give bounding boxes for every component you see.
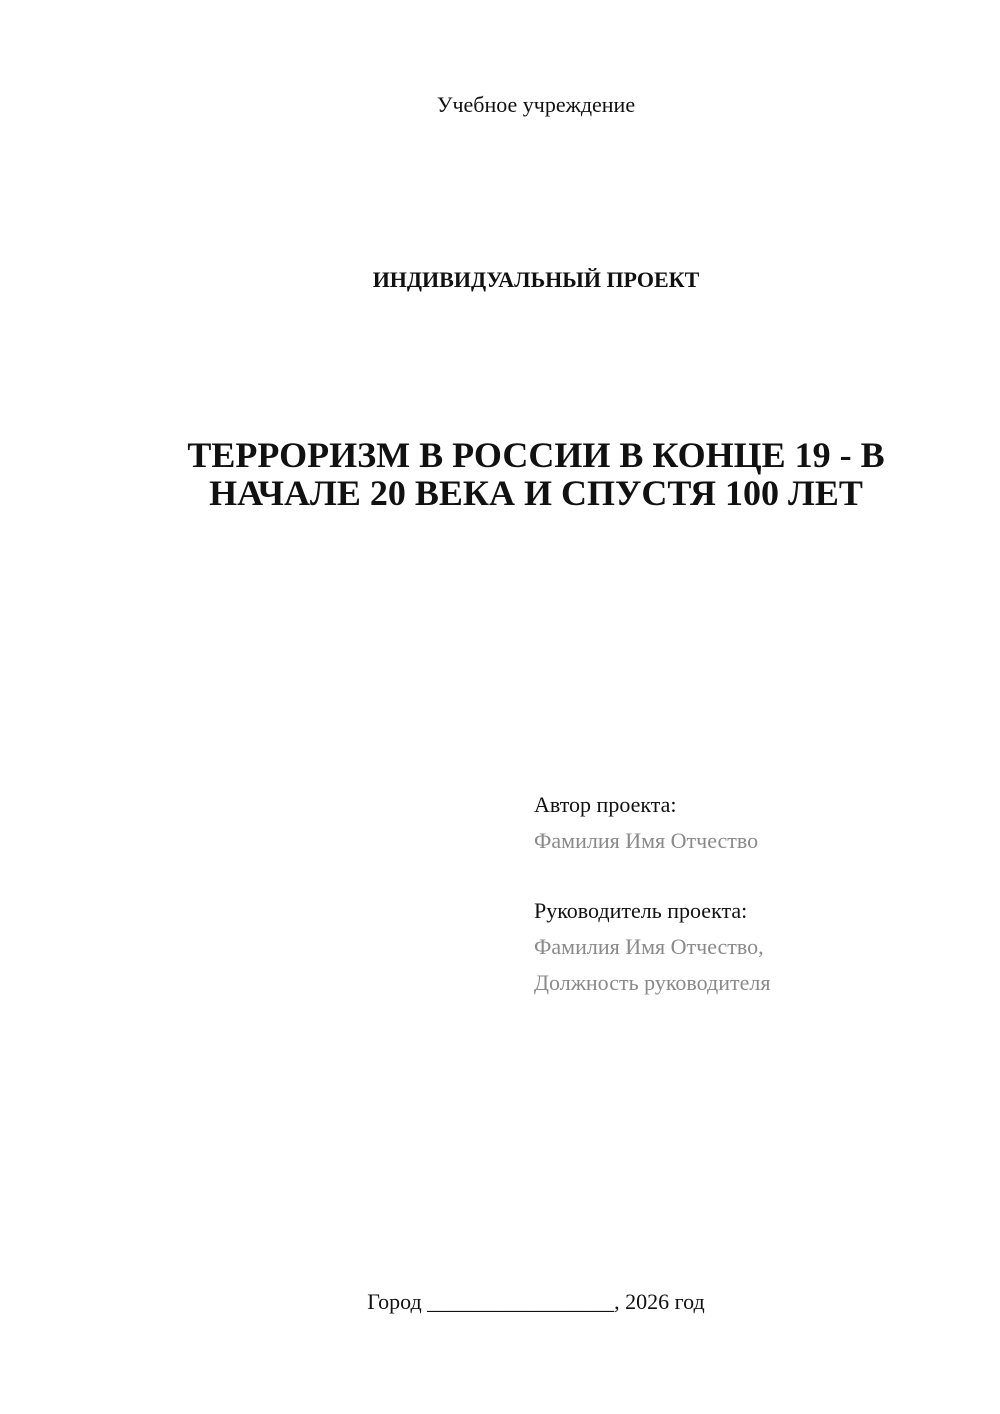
author-label: Автор проекта:	[534, 792, 677, 817]
supervisor-name-placeholder: Фамилия Имя Отчество,	[534, 934, 764, 959]
author-name-placeholder: Фамилия Имя Отчество	[534, 828, 759, 853]
institution-name: Учебное учреждение	[436, 92, 636, 117]
supervisor-position-placeholder: Должность руководителя	[534, 970, 771, 995]
project-info-block	[534, 787, 770, 1001]
project-title-line-1: ТЕРРОРИЗМ В РОССИИ В КОНЦЕ 19 - В	[187, 435, 885, 475]
spacer	[534, 859, 770, 893]
project-title-line-2: НАЧАЛЕ 20 ВЕКА И СПУСТЯ 100 ЛЕТ	[209, 473, 863, 513]
city-year-footer: Город _________________, 2026 год	[367, 1289, 705, 1314]
supervisor-label: Руководитель проекта:	[534, 898, 748, 923]
project-title	[130, 436, 942, 512]
project-type-heading: ИНДИВИДУАЛЬНЫЙ ПРОЕКТ	[372, 267, 700, 292]
